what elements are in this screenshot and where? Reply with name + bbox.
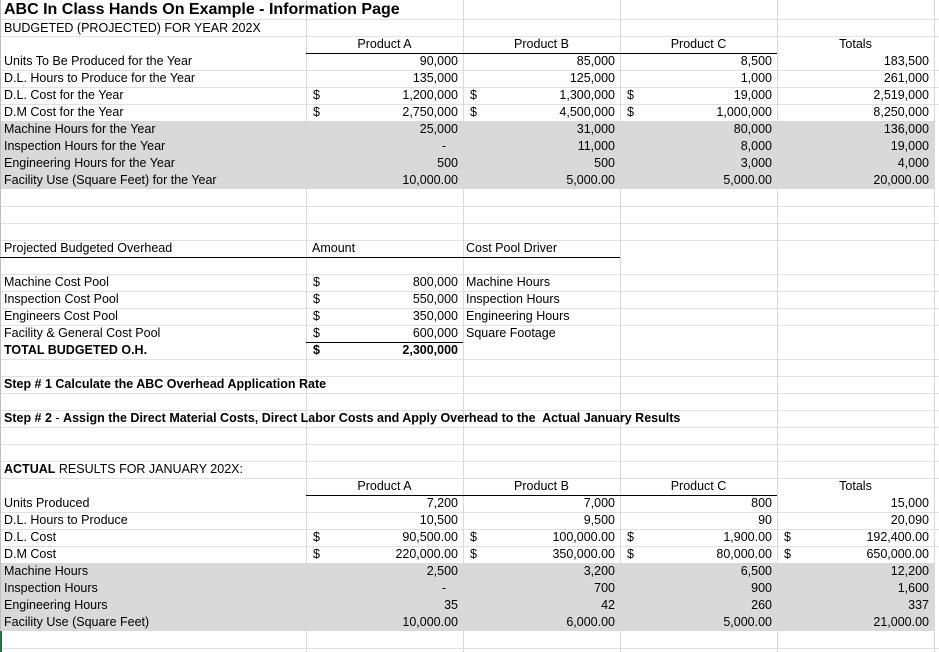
currency-symbol: $: [313, 547, 320, 561]
currency-symbol: $: [313, 292, 320, 306]
step1-row: [0, 376, 939, 393]
currency-symbol: $: [627, 530, 634, 544]
table-row: [0, 580, 939, 597]
value-product-b: 1,300,000: [559, 88, 615, 102]
page-subtitle: BUDGETED (PROJECTED) FOR YEAR 202X: [4, 21, 261, 35]
value-product-b: 11,000: [577, 139, 615, 153]
value-product-c: 5,000.00: [723, 615, 772, 629]
table-row: [0, 546, 939, 563]
step2-text: [4, 410, 680, 427]
value-product-c: 6,500: [740, 564, 772, 578]
actual-title: [4, 461, 243, 478]
value-product-a: 135,000: [412, 71, 458, 85]
value-product-b: 9,500: [583, 513, 615, 527]
cost-pool-driver: Engineering Hours: [466, 309, 570, 323]
value-product-a: 7,200: [426, 496, 458, 510]
header-totals: Totals: [839, 479, 872, 493]
step2-dash: -: [51, 411, 64, 425]
gridline: [0, 359, 939, 360]
value-product-b: 500: [594, 156, 615, 170]
gridline: [0, 206, 939, 207]
value-totals: 21,000.00: [873, 615, 929, 629]
value-product-a: 500: [437, 156, 458, 170]
step2-row: [0, 410, 939, 427]
row-label: D.M Cost for the Year: [4, 105, 124, 119]
table-row: [0, 597, 939, 614]
value-product-c: 8,000: [740, 139, 772, 153]
value-product-a: 10,000.00: [402, 615, 458, 629]
value-totals: 8,250,000: [873, 105, 929, 119]
value-product-b: 3,200: [583, 564, 615, 578]
cost-pool-label: Inspection Cost Pool: [4, 292, 119, 306]
row-label: Units Produced: [4, 496, 90, 510]
row-label: Machine Hours for the Year: [4, 122, 156, 136]
value-product-c: 260: [751, 598, 772, 612]
value-product-b: 4,500,000: [559, 105, 615, 119]
value-product-a: 2,500: [426, 564, 458, 578]
currency-symbol: $: [627, 88, 634, 102]
header-product-c: Product C: [670, 479, 727, 493]
table-row: [0, 104, 939, 121]
overhead-header-row: [0, 240, 939, 257]
row-label: D.L. Cost: [4, 530, 57, 544]
table-row: [0, 155, 939, 172]
value-totals: 192,400.00: [866, 530, 929, 544]
actual-header-row: [0, 478, 939, 495]
table-row: [0, 495, 939, 512]
currency-symbol: $: [313, 326, 320, 340]
value-product-a: -: [441, 139, 446, 153]
overhead-header-driver: Cost Pool Driver: [466, 241, 557, 255]
gridline: [0, 648, 939, 649]
value-product-b: 7,000: [583, 496, 615, 510]
value-totals: 337: [908, 598, 929, 612]
row-label: Machine Hours: [4, 564, 89, 578]
value-product-a: 25,000: [419, 122, 458, 136]
value-totals: 650,000.00: [866, 547, 929, 561]
value-product-b: 700: [594, 581, 615, 595]
value-totals: 136,000: [883, 122, 929, 136]
total-overhead-row: [0, 342, 939, 359]
value-product-b: 6,000.00: [566, 615, 615, 629]
overhead-header-label: Projected Budgeted Overhead: [4, 241, 173, 255]
currency-symbol: $: [627, 105, 634, 119]
value-product-b: 85,000: [576, 54, 615, 68]
value-product-a: 90,000: [419, 54, 458, 68]
value-product-c: 900: [751, 581, 772, 595]
overhead-header-amount: Amount: [312, 241, 356, 255]
value-product-a: 1,200,000: [402, 88, 458, 102]
value-product-b: 42: [601, 598, 615, 612]
row-label: Inspection Hours for the Year: [4, 139, 166, 153]
value-product-a: 35: [444, 598, 458, 612]
currency-symbol: $: [313, 275, 320, 289]
row-label: D.M Cost: [4, 547, 57, 561]
value-totals: 15,000: [890, 496, 929, 510]
step1-text: Step # 1 Calculate the ABC Overhead Application Rate: [4, 377, 327, 391]
cost-pool-label: Facility & General Cost Pool: [4, 326, 161, 340]
header-product-b: Product B: [514, 479, 569, 493]
gridline: [0, 393, 939, 394]
table-row: [0, 121, 939, 138]
value-totals: 183,500: [883, 54, 929, 68]
table-row: [0, 172, 939, 189]
table-row: [0, 563, 939, 580]
value-totals: 12,200: [890, 564, 929, 578]
table-row: [0, 70, 939, 87]
value-product-a: -: [441, 581, 446, 595]
row-label: D.L. Cost for the Year: [4, 88, 124, 102]
selected-cell-indicator: [0, 631, 2, 652]
total-overhead-label: TOTAL BUDGETED O.H.: [4, 343, 148, 357]
currency-symbol: $: [313, 88, 320, 102]
cost-pool-driver: Machine Hours: [466, 275, 551, 289]
value-product-b: 100,000.00: [552, 530, 615, 544]
value-product-a: 10,500: [419, 513, 458, 527]
currency-symbol: $: [313, 309, 320, 323]
actual-title-bold: ACTUAL: [4, 462, 56, 476]
value-product-a: 90,500.00: [402, 530, 458, 544]
cost-pool-amount: 800,000: [412, 275, 458, 289]
row-label: Engineering Hours: [4, 598, 108, 612]
value-product-c: 5,000.00: [723, 173, 772, 187]
table-row: [0, 138, 939, 155]
table-row: [0, 53, 939, 70]
value-totals: 19,000: [890, 139, 929, 153]
value-product-c: 90: [758, 513, 772, 527]
table-row: [0, 87, 939, 104]
currency-symbol: $: [470, 530, 477, 544]
cost-pool-row: [0, 274, 939, 291]
cost-pool-row: [0, 308, 939, 325]
page-title: ABC In Class Hands On Example - Information Page: [4, 1, 400, 18]
gridline: [0, 427, 939, 428]
row-label: Facility Use (Square Feet) for the Year: [4, 173, 217, 187]
currency-symbol: $: [470, 105, 477, 119]
table-row: [0, 529, 939, 546]
cost-pool-driver: Square Footage: [466, 326, 556, 340]
header-product-c: Product C: [670, 37, 727, 51]
header-product-b: Product B: [514, 37, 569, 51]
actual-title-rest: RESULTS FOR JANUARY 202X:: [55, 462, 243, 476]
value-product-c: 1,900.00: [723, 530, 772, 544]
value-product-b: 125,000: [569, 71, 615, 85]
cost-pool-row: [0, 291, 939, 308]
budget-header-row: [0, 36, 939, 53]
value-product-c: 800: [751, 496, 772, 510]
cost-pool-label: Machine Cost Pool: [4, 275, 109, 289]
value-product-c: 1,000: [740, 71, 772, 85]
row-label: Facility Use (Square Feet): [4, 615, 150, 629]
currency-symbol: $: [784, 530, 791, 544]
value-totals: 261,000: [883, 71, 929, 85]
value-totals: 4,000: [897, 156, 929, 170]
step2-prefix: Step # 2: [4, 411, 52, 425]
actual-title-row: [0, 461, 939, 478]
cost-pool-label: Engineers Cost Pool: [4, 309, 118, 323]
value-product-a: 2,750,000: [402, 105, 458, 119]
cost-pool-driver: Inspection Hours: [466, 292, 560, 306]
value-product-a: 220,000.00: [395, 547, 458, 561]
value-product-c: 1,000,000: [716, 105, 772, 119]
currency-symbol: $: [313, 105, 320, 119]
header-product-a: Product A: [357, 37, 412, 51]
currency-symbol: $: [470, 88, 477, 102]
overhead-header-underline: [0, 257, 620, 258]
table-row: [0, 614, 939, 631]
value-totals: 1,600: [897, 581, 929, 595]
currency-symbol: $: [313, 530, 320, 544]
cost-pool-amount: 350,000: [412, 309, 458, 323]
currency-symbol: $: [627, 547, 634, 561]
value-product-a: 10,000.00: [402, 173, 458, 187]
value-product-c: 80,000.00: [716, 547, 772, 561]
currency-symbol: $: [313, 343, 320, 357]
value-product-c: 19,000: [733, 88, 772, 102]
title-row: [0, 0, 939, 19]
value-product-b: 5,000.00: [566, 173, 615, 187]
value-product-c: 8,500: [740, 54, 772, 68]
value-totals: 2,519,000: [873, 88, 929, 102]
value-product-c: 3,000: [740, 156, 772, 170]
header-product-a: Product A: [357, 479, 412, 493]
gridline: [0, 444, 939, 445]
row-label: D.L. Hours to Produce for the Year: [4, 71, 196, 85]
cost-pool-amount: 600,000: [412, 326, 458, 340]
cost-pool-amount: 550,000: [412, 292, 458, 306]
currency-symbol: $: [470, 547, 477, 561]
row-label: Units To Be Produced for the Year: [4, 54, 193, 68]
step2-rest: Assign the Direct Material Costs, Direct Labor Costs and Apply Overhead to the Actual January Results: [63, 411, 681, 425]
value-product-c: 80,000: [733, 122, 772, 136]
value-totals: 20,090: [890, 513, 929, 527]
value-product-b: 31,000: [576, 122, 615, 136]
row-label: D.L. Hours to Produce: [4, 513, 128, 527]
cost-pool-row: [0, 325, 939, 342]
header-totals: Totals: [839, 37, 872, 51]
subtitle-row: [0, 19, 939, 36]
value-product-b: 350,000.00: [552, 547, 615, 561]
row-label: Engineering Hours for the Year: [4, 156, 175, 170]
value-totals: 20,000.00: [873, 173, 929, 187]
total-overhead-amount: 2,300,000: [402, 343, 458, 357]
currency-symbol: $: [784, 547, 791, 561]
row-label: Inspection Hours: [4, 581, 98, 595]
gridline: [0, 223, 939, 224]
table-row: [0, 512, 939, 529]
